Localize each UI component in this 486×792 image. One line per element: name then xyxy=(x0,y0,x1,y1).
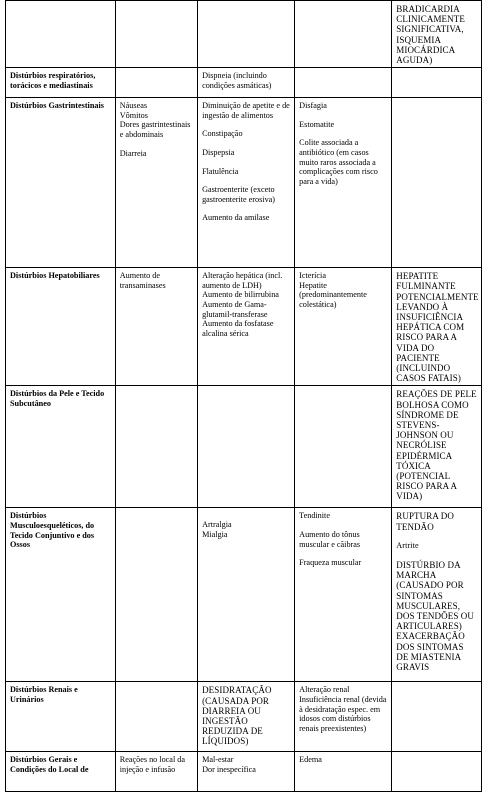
freq-cell-common xyxy=(115,682,197,752)
freq-cell-uncommon xyxy=(198,682,295,752)
freq-cell-rare xyxy=(295,682,392,752)
adverse-reactions-table xyxy=(5,0,482,792)
organ-cell xyxy=(6,68,116,98)
freq-cell-uncommon xyxy=(198,752,295,792)
freq-cell-uncommon xyxy=(198,98,295,268)
cell-text: Aumento de transaminases xyxy=(119,271,166,290)
organ-label: Distúrbios Renais e Urinários xyxy=(10,685,78,705)
freq-cell-very-rare xyxy=(392,752,482,792)
table-row xyxy=(6,1,482,68)
cell-text: Colite associada a antibiótico (em casos muito raros associada a complicações com risco para a vida) xyxy=(299,138,378,186)
cell-text: Estomatite xyxy=(299,119,335,129)
table-row xyxy=(6,268,482,386)
freq-cell-common xyxy=(115,68,197,98)
freq-cell-common xyxy=(115,386,197,508)
freq-cell-common xyxy=(115,752,197,792)
cell-text: RUPTURA DO TENDÃO xyxy=(396,511,455,532)
freq-cell-rare xyxy=(295,268,392,386)
cell-text: Flatulência xyxy=(202,166,239,176)
freq-cell-very-rare xyxy=(392,1,482,68)
cell-text: Tendinite xyxy=(299,511,330,521)
cell-text: Mal-estar Dor inespecífica xyxy=(202,755,256,775)
freq-cell-common xyxy=(115,268,197,386)
cell-text: Reações no local da injeção e infusão xyxy=(119,755,185,775)
cell-text: HEPATITE FULMINANTE POTENCIALMENTE LEVANDO À INSUFICIÊNCIA HEPÁTICA COM RISCO PARA A VIDA DO PACIENTE (INCLUINDO CASOS FATAIS) xyxy=(396,271,479,384)
freq-cell-uncommon xyxy=(198,386,295,508)
freq-cell-very-rare xyxy=(392,508,482,682)
table-row xyxy=(6,98,482,268)
cell-text: REAÇÕES DE PELE BOLHOSA COMO SÍNDROME DE STEVENS-JOHNSON OU NECRÓLISE EPIDÉRMICA TÓXICA (POTENCIAL RISCO PARA A VIDA) xyxy=(396,389,477,502)
freq-cell-rare xyxy=(295,508,392,682)
organ-cell xyxy=(6,268,116,386)
freq-cell-common xyxy=(115,508,197,682)
freq-cell-common xyxy=(115,98,197,268)
table-row xyxy=(6,682,482,752)
freq-cell-rare xyxy=(295,1,392,68)
freq-cell-uncommon xyxy=(198,1,295,68)
freq-cell-rare xyxy=(295,386,392,508)
document-page xyxy=(5,0,482,775)
table-row xyxy=(6,386,482,508)
organ-cell xyxy=(6,682,116,752)
cell-text: Dispepsia xyxy=(202,148,235,157)
cell-text: Disfagia xyxy=(299,101,327,111)
organ-cell xyxy=(6,1,116,68)
organ-cell xyxy=(6,98,116,268)
freq-cell-uncommon xyxy=(198,508,295,682)
cell-text: Alteração renal Insuficiência renal (devida à desidratação espec. em idosos com distúrbios renais preexistentes) xyxy=(299,685,387,733)
freq-cell-very-rare xyxy=(392,68,482,98)
organ-cell xyxy=(6,752,116,792)
table-row xyxy=(6,508,482,682)
cell-text: DESIDRATAÇÃO (CAUSADA POR DIARREIA OU INGESTÃO REDUZIDA DE LÍQUIDOS) xyxy=(202,685,272,747)
organ-label: Distúrbios Gastrintestinais xyxy=(10,101,104,111)
freq-cell-rare xyxy=(295,68,392,98)
cell-text: Fraqueza muscular xyxy=(299,558,362,568)
freq-cell-very-rare xyxy=(392,98,482,268)
freq-cell-rare xyxy=(295,752,392,792)
freq-cell-very-rare xyxy=(392,268,482,386)
cell-text: Edema xyxy=(299,755,322,765)
freq-cell-uncommon xyxy=(198,268,295,386)
cell-text: Aumento do tônus muscular e cãibras xyxy=(299,530,361,549)
cell-text: Aumento da amilase xyxy=(202,213,270,223)
organ-label: Distúrbios respiratórios, torácicos e mediastinais xyxy=(10,71,96,90)
table-row xyxy=(6,752,482,792)
organ-label: Distúrbios da Pele e Tecido Subcutâneo xyxy=(10,389,105,409)
cell-text: Diarreia xyxy=(119,148,147,158)
freq-cell-very-rare xyxy=(392,386,482,508)
cell-text: Diminuição de apetite e de ingestão de alimentos xyxy=(202,101,290,120)
cell-text: Náuseas Vômitos Dores gastrintestinais e abdominais xyxy=(119,101,191,139)
cell-text: Artralgia Mialgia xyxy=(202,520,232,540)
cell-text: BRADICARDIA CLINICAMENTE SIGNIFICATIVA, ISQUEMIA MIOCÁRDICA AGUDA) xyxy=(396,4,465,66)
organ-label: Distúrbios Musculoesqueléticos, do Tecido Conjuntivo e dos Ossos xyxy=(10,511,95,550)
organ-label: Distúrbios Gerais e Condições do Local de xyxy=(10,755,89,775)
organ-cell xyxy=(6,386,116,508)
table-row xyxy=(6,68,482,98)
cell-text: Gastroenterite (exceto gastroenterite erosiva) xyxy=(202,185,276,204)
cell-text: Dispneia (incluindo condições asmáticas) xyxy=(202,71,272,90)
freq-cell-very-rare xyxy=(392,682,482,752)
cell-text: Icterícia Hepatite (predominantemente colestática) xyxy=(299,271,367,309)
freq-cell-rare xyxy=(295,98,392,268)
cell-text: Alteração hepática (incl. aumento de LDH) Aumento de bilirrubina Aumento de Gama-glutamil-transferase Aumento da fosfatase alcalina sérica xyxy=(202,271,283,338)
cell-text: DISTÚRBIO DA MARCHA (CAUSADO POR SINTOMAS MUSCULARES, DOS TENDÕES OU ARTICULARES) EXACERBAÇÃO DOS SINTOMAS DE MIASTENIA GRAVIS xyxy=(396,560,474,673)
freq-cell-uncommon xyxy=(198,68,295,98)
freq-cell-common xyxy=(115,1,197,68)
cell-text: Constipação xyxy=(202,129,243,139)
organ-label: Distúrbios Hepatobiliares xyxy=(10,271,100,281)
organ-cell xyxy=(6,508,116,682)
cell-text: Artrite xyxy=(396,540,419,550)
